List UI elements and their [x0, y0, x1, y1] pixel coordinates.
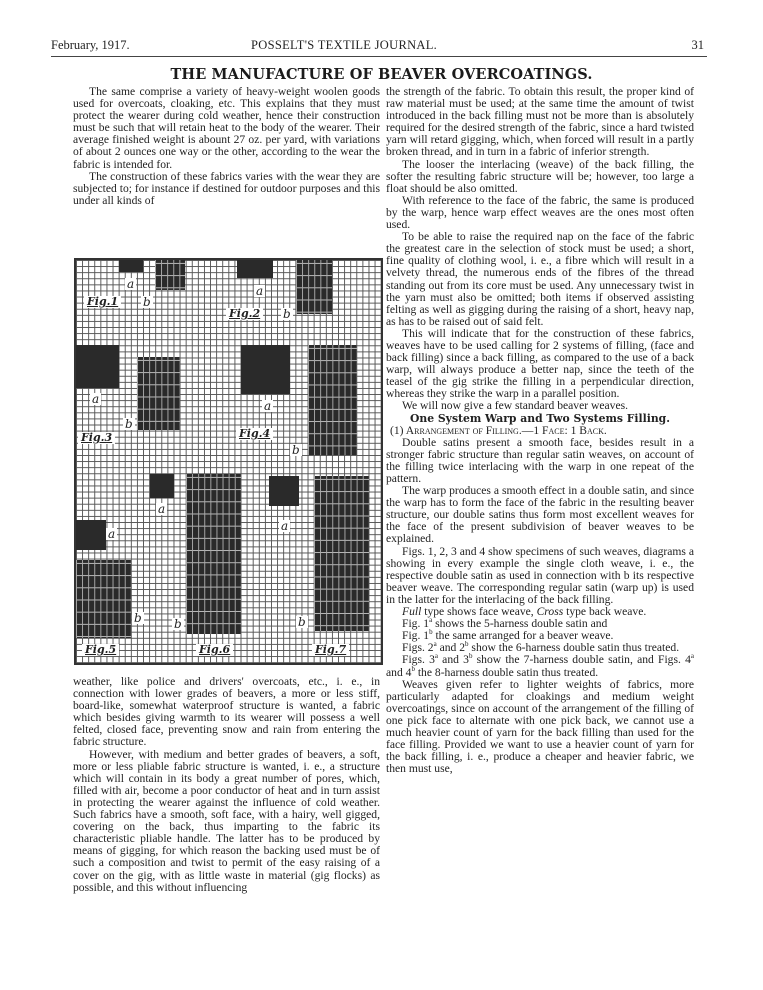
fig2-a-label: a	[256, 284, 264, 298]
journal-name: POSSELT'S TEXTILE JOURNAL.	[251, 38, 438, 52]
fig4-b-label: b	[292, 443, 300, 457]
fig5-a-label: a	[108, 527, 116, 541]
fig6-b-weave	[186, 474, 241, 634]
issue-date: February, 1917.	[51, 38, 130, 52]
fig3-a-label: a	[92, 392, 100, 406]
paragraph: Weaves given refer to lighter weights of fabrics, more particularly adapted for cloakings and medium weight overcoatings, since on account of the arrangement of the filling of one pick face to alternate with one pick back, we cannot use a much heavier count of yarn for the back filling than used for the face filling. Provided we want to use a heavier count of yarn for the back filling, i. e., produce a cheaper and heavier fabric, we then must use,	[386, 677, 694, 776]
right-column	[386, 86, 694, 775]
fig-ref: Fig. 1	[402, 629, 430, 643]
sup: b	[468, 652, 473, 661]
fig5-b-weave	[76, 560, 131, 638]
fig7-b-weave	[314, 476, 369, 631]
fig-text: the same arranged for a beaver weave.	[432, 629, 614, 643]
page-number: 31	[691, 38, 704, 52]
paragraph: With reference to the face of the fabric, the same is produced by the warp, hence warp effect weaves are the ones most often used.	[386, 193, 694, 232]
fig2-caption: Fig.2	[226, 308, 263, 320]
fig-text: and 2	[436, 641, 466, 655]
sup: b	[429, 628, 433, 637]
fig6-a-weave	[150, 474, 174, 498]
sup: a	[690, 652, 694, 661]
sup: a	[429, 616, 433, 625]
fig6-a-label: a	[158, 502, 166, 516]
fig7-a-weave	[269, 476, 299, 506]
fig6-b-label: b	[174, 617, 182, 631]
fig1-caption: Fig.1	[84, 296, 121, 308]
type-note-text: type back weave.	[563, 605, 647, 619]
paragraph: the strength of the fabric. To obtain this result, the proper kind of raw material must be used; at the same time the amount of twist introduced in the back filling must not be more than is absolutely required for the desired strength of the fabric, since a hard twisted yarn will retard gigging, which, when forced will result in a partly broken thread, and in turn in a fabric of inferior strength.	[386, 85, 694, 159]
paragraph: Figs. 1, 2, 3 and 4 show specimens of such weaves, diagrams a showing in every example the single cloth weave, i. e., the respective double satin as used in connection with b its respective beaver weave. The corresponding regular satin (warp up) is used in the latter for the interlacing of the back filling.	[386, 544, 694, 606]
fig3-b-weave	[137, 357, 180, 430]
fig2-b-weave	[296, 260, 332, 314]
paragraph: The construction of these fabrics varies with the wear they are subjected to; for instance if destined for outdoor purposes and this under all kinds of	[73, 169, 380, 207]
weave-diagram-plate	[74, 258, 383, 665]
fig-text: and 3	[437, 653, 469, 667]
paragraph: Double satins present a smooth face, besides result in a stronger fabric structure than regular satin weaves, on account of the filling twice interlacing with the warp in one repeat of the pattern.	[386, 435, 694, 485]
fig3-caption: Fig.3	[78, 432, 115, 444]
fig7-b-label: b	[298, 615, 306, 629]
fig2-b-label: b	[283, 307, 291, 321]
fig-ref: Figs. 2	[402, 641, 434, 655]
fig4-a-label: a	[264, 399, 272, 413]
fig-note	[386, 654, 694, 678]
section-subheading: One System Warp and Two Systems Filling.	[409, 411, 670, 425]
fig-text: show the 7-harness double satin, and Figs. 4	[472, 653, 691, 667]
fig1-a-label: a	[127, 277, 135, 291]
fig2-a-weave	[237, 260, 273, 278]
fig-ref: Figs. 3	[402, 653, 435, 667]
fig-text: show the 6-harness double satin thus treated.	[468, 641, 680, 655]
fig4-caption: Fig.4	[236, 428, 273, 440]
sup: a	[434, 652, 438, 661]
fig7-caption: Fig.7	[312, 644, 349, 656]
fig5-caption: Fig.5	[82, 644, 119, 656]
fig-ref: Fig. 1	[402, 617, 430, 631]
paragraph: weather, like police and drivers' overcoats, etc., i. e., in connection with lower grades of beavers, a more or less stiff, board-like, somewhat waterproof structure is wanted, a fabric which besides giving warmth to its wearer will possess a well felted, closed face, preventing snow and rain from entering the fabric structure.	[73, 675, 380, 749]
cross-label: Cross	[536, 605, 564, 619]
paragraph: However, with medium and better grades of beavers, a soft, more or less pliable fabric structure is wanted, i. e., a structure which will contain in its body a great number of pores, which, filled with air, become a poor conductor of heat and in turn assist in protecting the wearer against the influence of cold weather. Such fabrics have a smooth, soft face, with a hairy, well gigged, covering on the back, thus imparting to the fabric its characteristic pliable handle. The latter has to be produced by means of gigging, for which reason the backing used must be of such a composition and twist to permit of the easy raising of a cover on the gig, with as little waste in material (gig flocks) as possible, and this without influencing	[73, 747, 380, 894]
paragraph: The warp produces a smooth effect in a double satin, and since the warp has to form the face of the fabric in the resulting beaver structure, our double satins thus form most excellent weaves for the face of the present subdivision of beaver weaves to be explained.	[386, 484, 694, 546]
paragraph: To be able to raise the required nap on the face of the fabric the greatest care in the selection of stock must be used; a short, fine quality of clothing wool, i. e., a fibre which will result in a velvety thread, the numerous ends of the fibres of the thread standing out from its core must be used. Any unnecessary twist in the yarn must also be omitted; both items if observed assisting felting as well as gigging during the raising of a short, heavy nap, as has to be raised out of said felt.	[386, 230, 694, 328]
full-label: Full	[402, 605, 422, 619]
paragraph: The same comprise a variety of heavy-weight woolen goods used for overcoats, cloaking, etc. This explains that they must protect the wearer during cold weather, hence their construction must be such that will retain heat to the body of the wearer. Their average finished weight is abount 27 oz. per yard, with variations of about 2 ounces one way or the other, according to the wear the fabric is intended for.	[73, 85, 380, 171]
sup: b	[465, 640, 469, 649]
running-header	[51, 36, 707, 57]
fig6-caption: Fig.6	[196, 644, 233, 656]
paragraph: This will indicate that for the construction of these fabrics, weaves have to be used calling for 2 systems of filling, (face and back filling) since a back filling, as compared to the use of a back warp, will always produce a better nap, since the teeth of the teasel of the gig strike the filling in a perpendicular direction, whereas they strike the warp in a parallel position.	[386, 326, 694, 401]
fig-text: shows the 5-harness double satin and	[432, 617, 608, 631]
fig3-a-weave	[76, 345, 119, 388]
fig3-b-label: b	[125, 417, 133, 431]
fig1-a-weave	[119, 260, 143, 272]
type-note-text: type shows face weave,	[421, 605, 537, 619]
sup: a	[433, 640, 437, 649]
fig4-b-weave	[308, 345, 357, 455]
paragraph: The looser the interlacing (weave) of the back filling, the softer the resulting fabric structure will be; however, too large a float should be also omitted.	[386, 157, 694, 195]
left-column-top	[73, 86, 380, 207]
arrangement-heading: (1) Arrangement of Filling.—1 Face: 1 Back.	[390, 423, 607, 437]
fig-text: and 4	[386, 665, 412, 679]
left-column-bottom	[73, 676, 380, 894]
fig1-b-label: b	[143, 295, 151, 309]
fig5-b-label: b	[134, 611, 142, 625]
fig5-a-weave	[76, 520, 106, 550]
fig4-a-weave	[241, 345, 290, 394]
sup: b	[411, 664, 415, 673]
fig7-a-label: a	[281, 519, 289, 533]
paragraph: We will now give a few standard beaver weaves.	[402, 399, 629, 413]
fig-text: the 8-harness double satin thus treated.	[414, 665, 599, 679]
fig1-b-weave	[155, 260, 185, 290]
article-title: THE MANUFACTURE OF BEAVER OVERCOATINGS.	[170, 66, 593, 83]
